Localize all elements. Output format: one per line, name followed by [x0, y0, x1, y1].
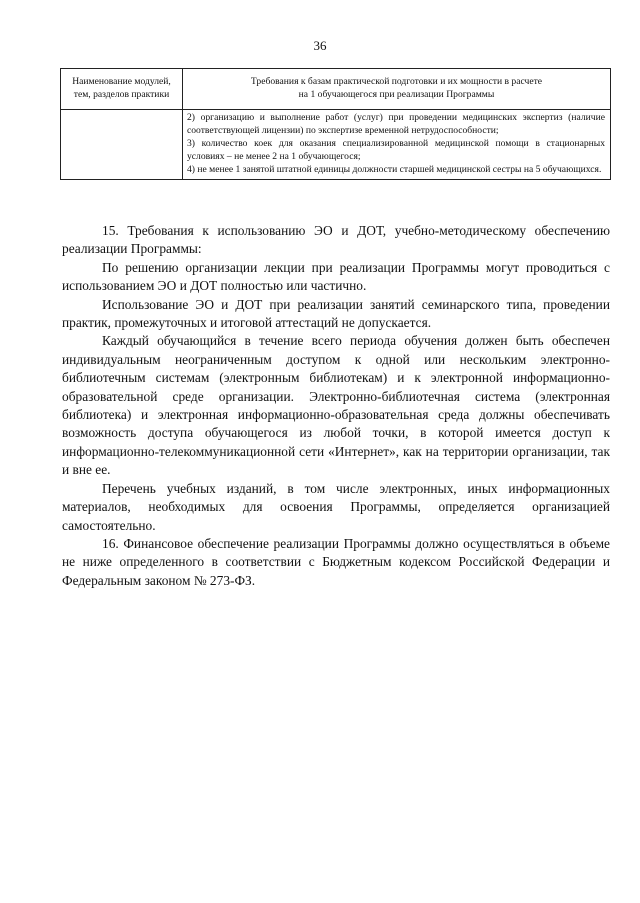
requirement-item: 2) организацию и выполнение работ (услуг) при проведении медицинских экспертиз (наличие соответствующей лицензии) по экспертизе временной нетрудоспособности; [187, 112, 605, 136]
paragraph: Перечень учебных изданий, в том числе электронных, иных информационных материалов, необходимых для освоения Программы, определяется организацией самостоятельно. [62, 480, 610, 533]
table-cell-requirements [183, 110, 611, 180]
requirement-item: 4) не менее 1 занятой штатной единицы должности старшей медицинской сестры на 5 обучающихся. [187, 163, 602, 175]
header-requirements [183, 69, 611, 110]
section-heading-16: 16. Финансовое обеспечение реализации Программы должно осуществляться в объеме не ниже определенного в соответствии с Бюджетным кодексом Российской Федерации и Федеральным законом № 273-ФЗ. [62, 535, 610, 588]
paragraph: Использование ЭО и ДОТ при реализации занятий семинарского типа, проведении практик, промежуточных и итоговой аттестаций не допускается. [62, 296, 610, 331]
header-requirements-line-1: Требования к базам практической подготовки и их мощности в расчете [250, 76, 543, 88]
header-modules: Наименование модулей, тем, разделов практики [61, 69, 183, 110]
page-number: 36 [313, 38, 327, 53]
header-requirements-line-2: на 1 обучающегося при реализации Программы [298, 89, 495, 100]
document-body [62, 222, 610, 590]
section-heading-15: 15. Требования к использованию ЭО и ДОТ, учебно-методическому обеспечению реализации Программы: [62, 223, 610, 257]
paragraph: Каждый обучающийся в течение всего периода обучения должен быть обеспечен индивидуальным неограниченным доступом к одной или нескольким электронно-библиотечным системам (электронным библиотекам) и к электронной информационно-образовательной среде организации. Электронно-библиотечная система (электронная библиотека) и электронная информационно-образовательная среда должны обеспечивать возможность доступа обучающегося из любой точки, в которой имеется доступ к информационно-телекоммуникационной сети «Интернет», как на территории организации, так и вне ее. [62, 333, 610, 478]
paragraph: По решению организации лекции при реализации Программы могут проводиться с использованием ЭО и ДОТ полностью или частично. [62, 259, 610, 294]
table-header-row [61, 69, 611, 110]
table-row [61, 110, 611, 180]
requirements-table [60, 68, 611, 180]
requirement-item: 3) количество коек для оказания специализированной медицинской помощи в стационарных условиях – не менее 2 на 1 обучающегося; [187, 137, 605, 162]
table-cell-module [61, 110, 183, 180]
